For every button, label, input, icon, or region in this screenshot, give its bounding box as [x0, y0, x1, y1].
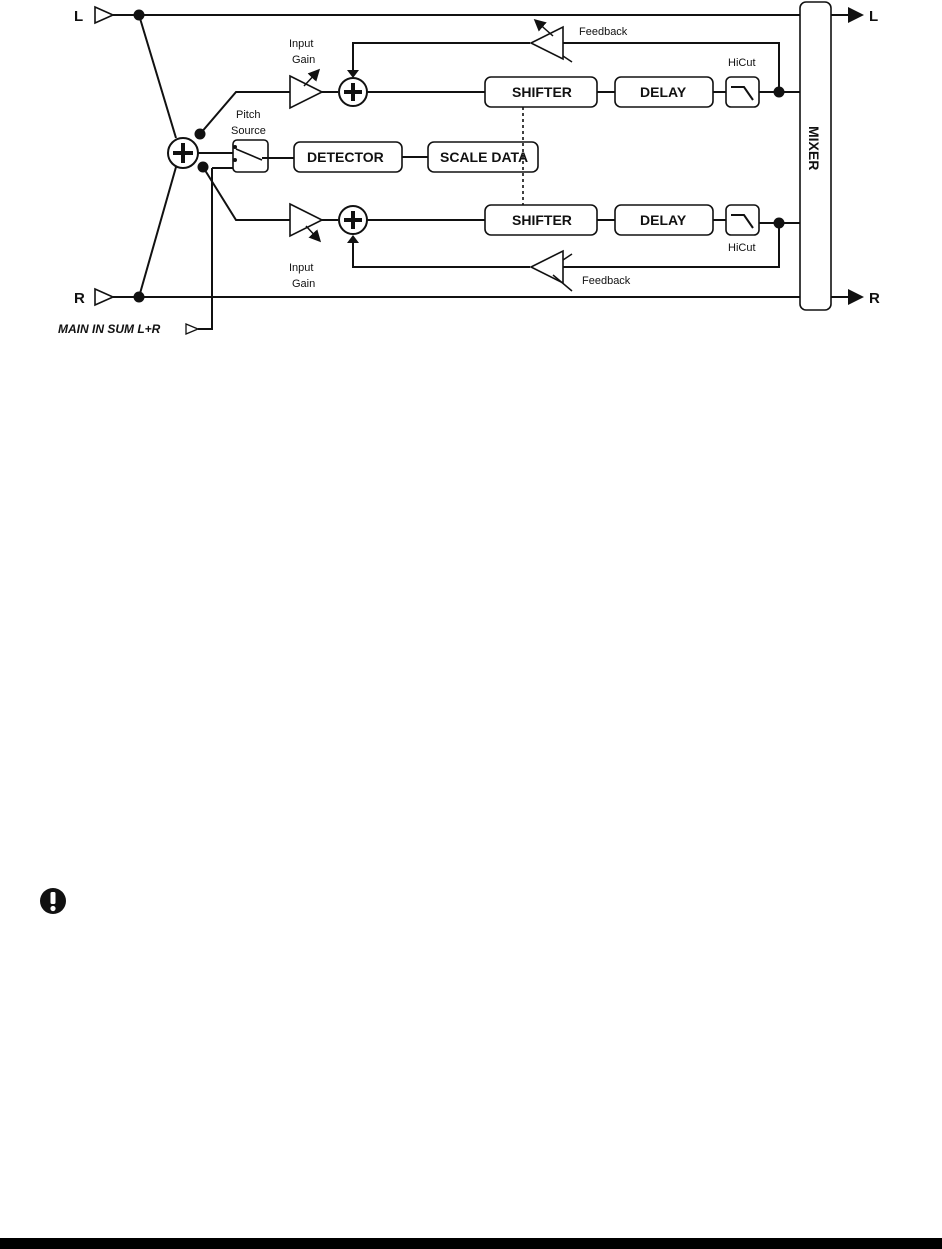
shifter-bottom-label: SHIFTER: [512, 212, 572, 228]
input-gain-bottom-line1: Input: [289, 262, 314, 274]
output-left-arrow: [848, 7, 864, 23]
input-right-label: R: [74, 290, 85, 307]
input-left-triangle: [95, 7, 113, 23]
main-in-sum-triangle: [186, 324, 198, 334]
delay-bottom-label: DELAY: [640, 212, 687, 228]
feedback-bottom-amp: [531, 251, 563, 283]
input-gain-top-amp: [290, 76, 322, 108]
feedback-bottom-label: Feedback: [582, 275, 631, 287]
input-left-label: L: [74, 8, 84, 25]
output-right-label: R: [869, 290, 880, 307]
input-gain-top-line2: Gain: [292, 54, 316, 66]
footer-bar: [0, 1238, 942, 1249]
output-right-arrow: [848, 289, 864, 305]
input-gain-bottom-amp: [290, 204, 322, 236]
hicut-bottom-filter: [726, 205, 759, 235]
signal-flow-diagram: [0, 0, 942, 360]
hicut-top-label: HiCut: [728, 57, 756, 69]
hicut-bottom-label: HiCut: [728, 242, 756, 254]
feedback-top-label: Feedback: [579, 26, 628, 38]
detector-label: DETECTOR: [307, 149, 384, 165]
mixer-label: MIXER: [806, 126, 822, 171]
warning-icon: [39, 887, 67, 915]
feedback-top-amp: [531, 27, 563, 59]
scale-data-label: SCALE DATA: [440, 149, 529, 165]
output-left-label: L: [869, 8, 879, 25]
delay-top-label: DELAY: [640, 84, 687, 100]
input-gain-top-line1: Input: [289, 38, 314, 50]
input-gain-bottom-line2: Gain: [292, 278, 316, 290]
input-right-triangle: [95, 289, 113, 305]
pitch-source-label-line2: Source: [231, 125, 266, 137]
hicut-top-filter: [726, 77, 759, 107]
shifter-top-label: SHIFTER: [512, 84, 572, 100]
main-in-sum-label: MAIN IN SUM L+R: [58, 322, 161, 336]
pitch-source-label-line1: Pitch: [236, 109, 261, 121]
